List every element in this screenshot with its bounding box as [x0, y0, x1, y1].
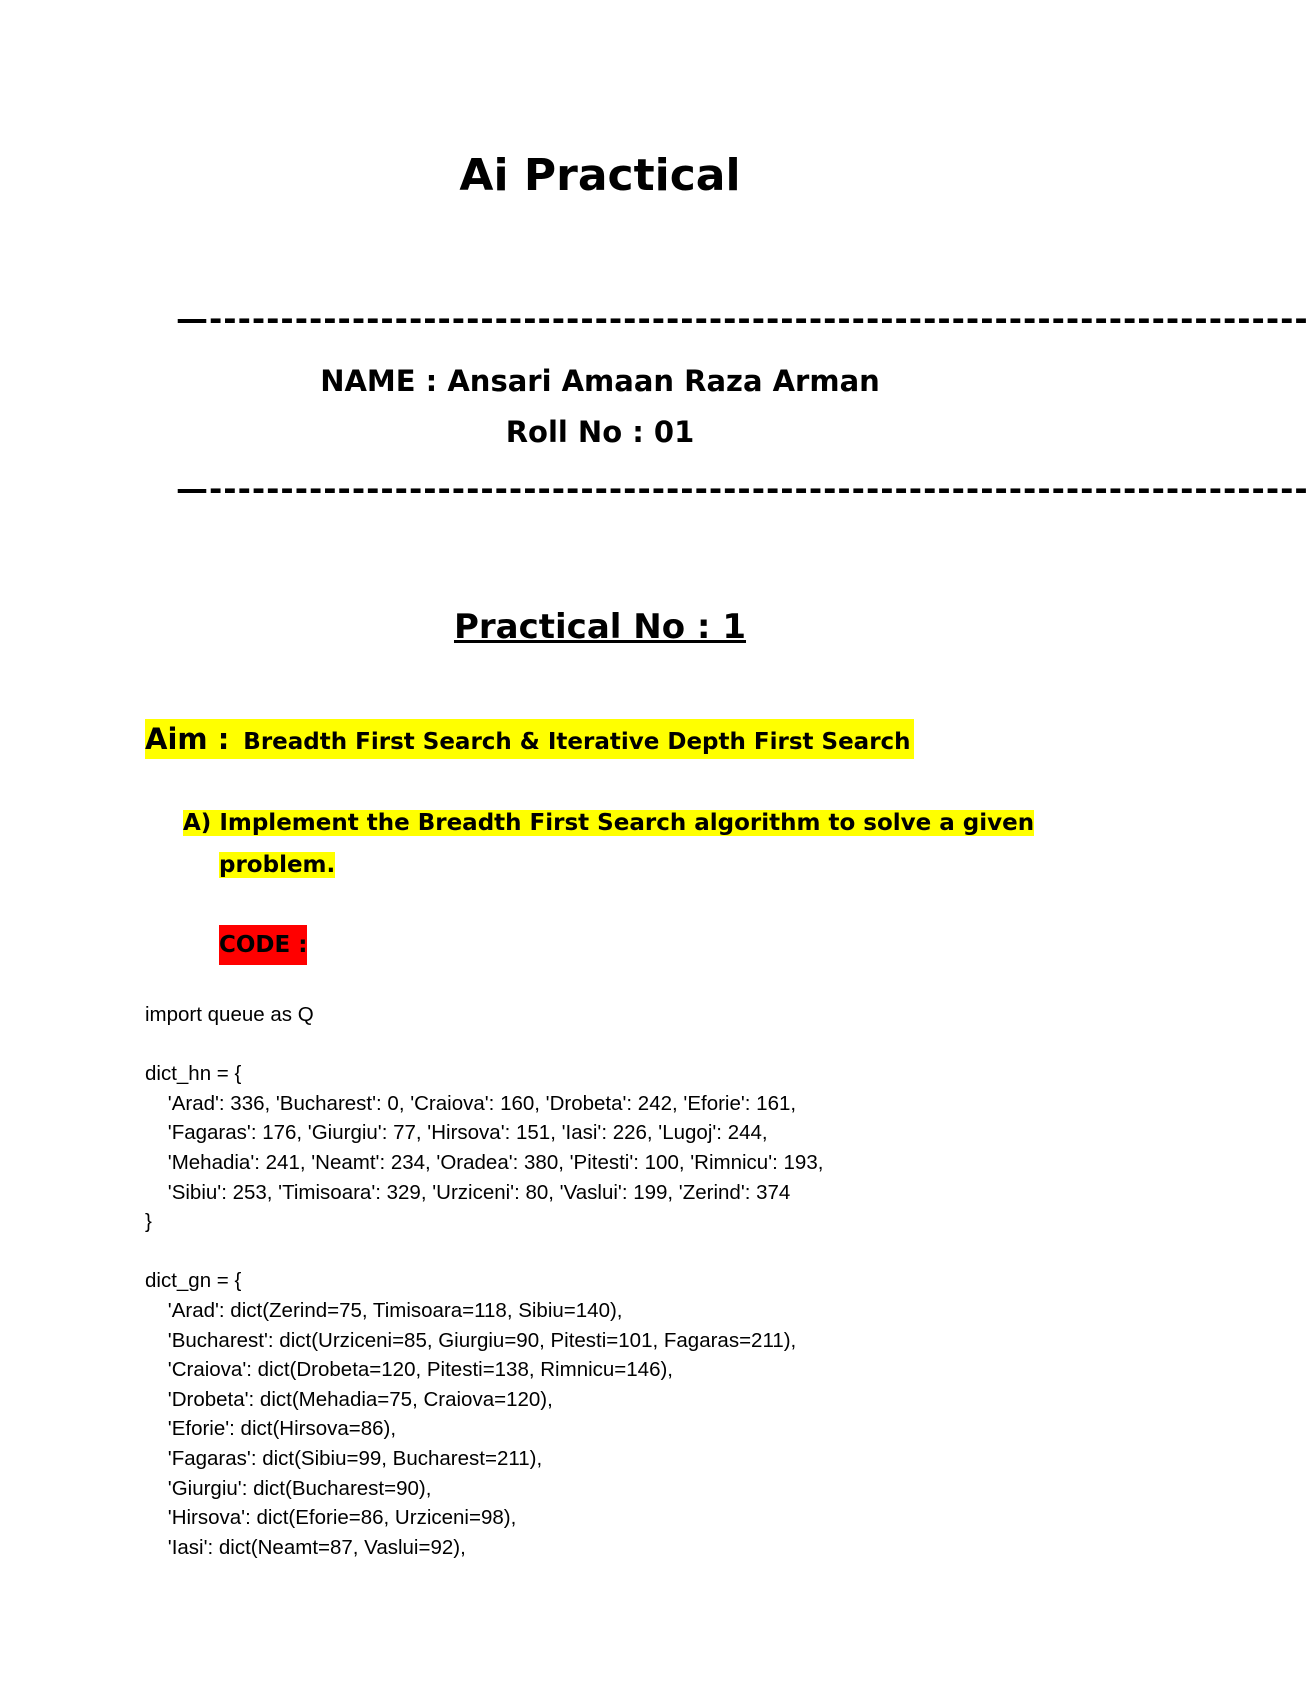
code-line: 'Arad': dict(Zerind=75, Timisoara=118, Sibiu=140),	[145, 1298, 623, 1322]
code-line	[145, 1030, 823, 1060]
task-heading-text-2: problem.	[219, 852, 336, 878]
code-line	[145, 1237, 823, 1267]
code-line: 'Fagaras': dict(Sibiu=99, Bucharest=211),	[145, 1446, 543, 1470]
code-line: 'Craiova': dict(Drobeta=120, Pitesti=138, Rimnicu=146),	[145, 1358, 673, 1382]
roll-number: Roll No : 01	[505, 415, 695, 449]
code-line: dict_gn = {	[145, 1269, 242, 1293]
code-line: 'Drobeta': dict(Mehadia=75, Craiova=120),	[145, 1387, 553, 1411]
code-line: }	[145, 1210, 152, 1234]
aim-text: Breadth First Search & Iterative Depth First Search	[243, 729, 911, 755]
code-line: dict_hn = {	[145, 1062, 242, 1086]
code-line: 'Giurgiu': dict(Bucharest=90),	[145, 1476, 432, 1500]
task-heading-line-1	[183, 803, 1034, 843]
code-line: 'Sibiu': 253, 'Timisoara': 329, 'Urziceni': 80, 'Vaslui': 199, 'Zerind': 374	[145, 1180, 791, 1204]
practical-heading: Practical No : 1	[453, 607, 747, 647]
code-line: 'Mehadia': 241, 'Neamt': 234, 'Oradea': 380, 'Pitesti': 100, 'Rimnicu': 193,	[145, 1150, 824, 1174]
code-label: CODE :	[219, 925, 307, 965]
student-name: NAME : Ansari Amaan Raza Arman	[320, 364, 880, 398]
code-line: 'Eforie': dict(Hirsova=86),	[145, 1417, 397, 1441]
document-title: Ai Practical	[459, 150, 741, 201]
code-line: 'Arad': 336, 'Bucharest': 0, 'Craiova': 160, 'Drobeta': 242, 'Eforie': 161,	[145, 1091, 797, 1115]
code-line: import queue as Q	[145, 1003, 314, 1026]
code-line: 'Bucharest': dict(Urziceni=85, Giurgiu=90, Pitesti=101, Fagaras=211),	[145, 1328, 797, 1352]
task-heading-line-2	[219, 845, 335, 885]
code-block	[145, 1000, 823, 1562]
aim-line	[145, 719, 914, 759]
code-line: 'Iasi': dict(Neamt=87, Vaslui=92),	[145, 1535, 466, 1559]
task-heading-text-1: A) Implement the Breadth First Search algorithm to solve a given	[183, 810, 1035, 836]
code-line: 'Hirsova': dict(Eforie=86, Urziceni=98),	[145, 1506, 517, 1530]
code-line: 'Fagaras': 176, 'Giurgiu': 77, 'Hirsova': 151, 'Iasi': 226, 'Lugoj': 244,	[145, 1121, 768, 1145]
bottom-divider: —-----------------------------------------------------------------------------	[176, 470, 1309, 508]
aim-label: Aim :	[145, 722, 230, 756]
top-divider: —-----------------------------------------------------------------------------	[176, 300, 1309, 338]
